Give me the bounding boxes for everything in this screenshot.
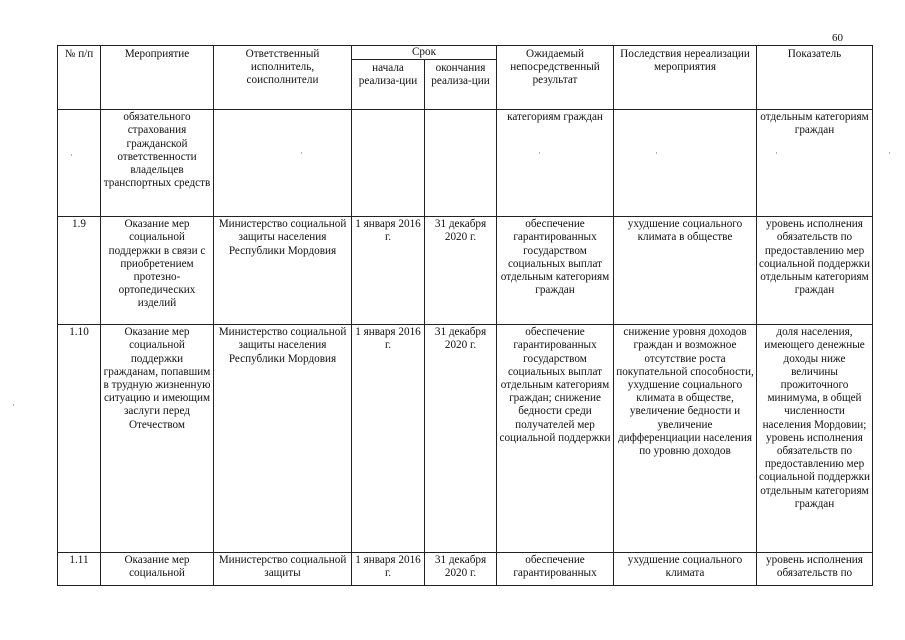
row-event: Оказание мер социальной поддержки гражданам, попавшим в трудную жизненную ситуацию и имеющим заслуги перед Отечеством <box>101 325 214 553</box>
row-start: 1 января 2016 г. <box>352 217 425 325</box>
row-start: 1 января 2016 г. <box>352 325 425 553</box>
row-expected: категориям граждан <box>497 110 614 217</box>
header-expected: Ожидаемый непосредственный результат <box>497 46 614 110</box>
row-start: 1 января 2016 г. <box>352 553 425 586</box>
row-expected: обеспечение гарантированных государством социальных выплат отдельным категориям граждан; снижение бедности среди получателей мер социальной поддержки <box>497 325 614 553</box>
row-consequences <box>614 110 757 217</box>
row-event: Оказание мер социальной поддержки в связи с приобретением протезно-ортопедических изделий <box>101 217 214 325</box>
header-event: Мероприятие <box>101 46 214 110</box>
row-start <box>352 110 425 217</box>
row-end: 31 декабря 2020 г. <box>425 325 497 553</box>
row-event: обязательного страхования гражданской ответственности владельцев транспортных средств <box>101 110 214 217</box>
row-responsible <box>214 110 352 217</box>
row-indicator: доля населения, имеющего денежные доходы ниже величины прожиточного минимума, в общей численности населения Мордовии; уровень исполнения обязательств по предоставлению мер социальной поддержки отдельным категориям граждан <box>757 325 873 553</box>
scan-speck: · <box>12 400 15 410</box>
header-row <box>58 46 873 60</box>
row-num: 1.11 <box>58 553 101 586</box>
scan-speck: · <box>888 148 891 158</box>
measures-table <box>57 45 873 586</box>
row-expected: обеспечение гарантированных <box>497 553 614 586</box>
row-num: 1.9 <box>58 217 101 325</box>
page-number: 60 <box>832 32 843 44</box>
row-num: 1.10 <box>58 325 101 553</box>
scan-speck: · <box>70 150 73 160</box>
scan-speck: · <box>538 148 541 158</box>
table-row <box>58 217 873 325</box>
scan-speck: · <box>655 148 658 158</box>
header-term-end: окончания реализа-ции <box>425 60 497 110</box>
table-row <box>58 325 873 553</box>
row-event: Оказание мер социальной <box>101 553 214 586</box>
row-consequences: ухудшение социального климата <box>614 553 757 586</box>
scan-speck: · <box>775 148 778 158</box>
row-end <box>425 110 497 217</box>
row-consequences: ухудшение социального климата в обществе <box>614 217 757 325</box>
row-responsible: Министерство социальной защиты населения Республики Мордовия <box>214 325 352 553</box>
header-responsible: Ответственный исполнитель, соисполнители <box>214 46 352 110</box>
row-indicator: уровень исполнения обязательств по предоставлению мер социальной поддержки отдельным категориям граждан <box>757 217 873 325</box>
row-responsible: Министерство социальной защиты <box>214 553 352 586</box>
header-term: Срок <box>352 46 497 60</box>
table-row <box>58 553 873 586</box>
scan-speck: · <box>300 148 303 158</box>
header-num: № п/п <box>58 46 101 110</box>
header-term-start: начала реализа-ции <box>352 60 425 110</box>
row-consequences: снижение уровня доходов граждан и возможное отсутствие роста покупательной способности, ухудшение социального климата в обществе, увеличение бедности и увеличение дифференциации населения по уровню доходов <box>614 325 757 553</box>
row-end: 31 декабря 2020 г. <box>425 217 497 325</box>
row-expected: обеспечение гарантированных государством социальных выплат отдельным категориям граждан <box>497 217 614 325</box>
header-indicator: Показатель <box>757 46 873 110</box>
row-indicator: отдельным категориям граждан <box>757 110 873 217</box>
header-consequences: Последствия нереализации мероприятия <box>614 46 757 110</box>
row-num <box>58 110 101 217</box>
row-indicator: уровень исполнения обязательств по <box>757 553 873 586</box>
row-end: 31 декабря 2020 г. <box>425 553 497 586</box>
row-responsible: Министерство социальной защиты населения Республики Мордовия <box>214 217 352 325</box>
table-row <box>58 110 873 217</box>
